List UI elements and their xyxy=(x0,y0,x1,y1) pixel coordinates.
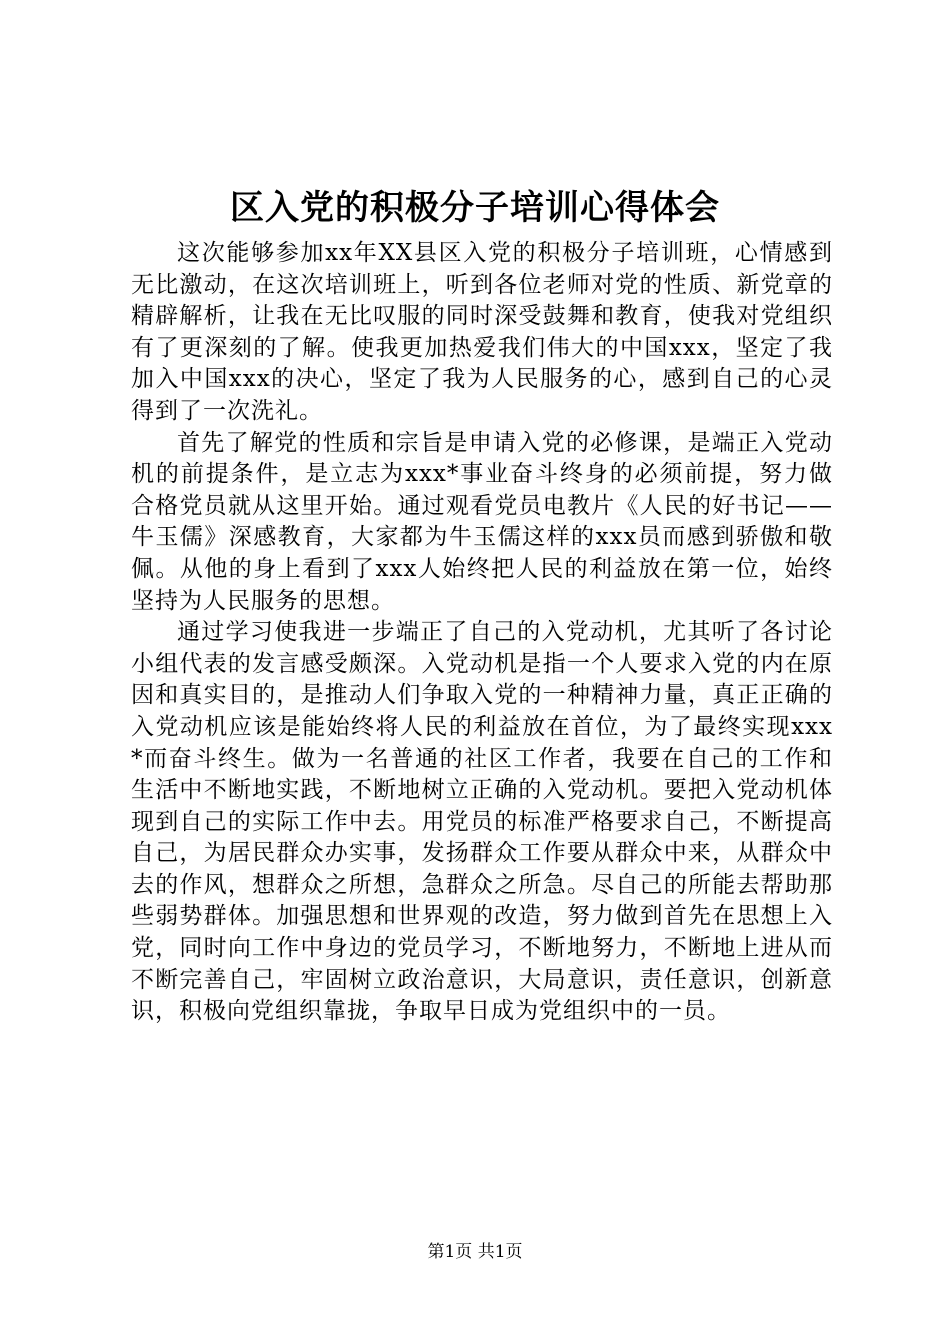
document-title: 区入党的积极分子培训心得体会 xyxy=(230,188,720,228)
page-footer: 第1页 共1页 xyxy=(427,1242,523,1262)
paragraph-3: 通过学习使我进一步端正了自己的入党动机，尤其听了各讨论小组代表的发言感受颇深。入党动机是指一个人要求入党的内在原因和真实目的，是推动人们争取入党的一种精神力量，真正正确的入党动机应该是能始终将人民的利益放在首位，为了最终实现xxx*而奋斗终生。做为一名普通的社区工作者，我要在自己的工作和生活中不断地实践，不断地树立正确的入党动机。要把入党动机体现到自己的实际工作中去。用党员的标准严格要求自己，不断提高自己，为居民群众办实事，发扬群众工作要从群众中来，从群众中去的作风，想群众之所想，急群众之所急。尽自己的所能去帮助那些弱势群体。加强思想和世界观的改造，努力做到首先在思想上入党，同时向工作中身边的党员学习，不断地努力，不断地上进从而不断完善自己，牢固树立政治意识，大局意识，责任意识，创新意识，积极向党组织靠拢，争取早日成为党组织中的一员。 xyxy=(131,619,833,1025)
document-body xyxy=(131,238,833,1028)
paragraph-1: 这次能够参加xx年XX县区入党的积极分子培训班，心情感到无比激动，在这次培训班上，听到各位老师对党的性质、新党章的精辟解析，让我在无比叹服的同时深受鼓舞和教育，使我对党组织有了更深刻的了解。使我更加热爱我们伟大的中国xxx，坚定了我加入中国xxx的决心，坚定了我为人民服务的心，感到自己的心灵得到了一次洗礼。 xyxy=(131,240,833,424)
paragraph-2: 首先了解党的性质和宗旨是申请入党的必修课，是端正入党动机的前提条件，是立志为xxx*事业奋斗终身的必须前提，努力做合格党员就从这里开始。通过观看党员电教片《人民的好书记——牛玉儒》深感教育，大家都为牛玉儒这样的xxx员而感到骄傲和敬佩。从他的身上看到了xxx人始终把人民的利益放在第一位，始终坚持为人民服务的思想。 xyxy=(131,429,833,614)
